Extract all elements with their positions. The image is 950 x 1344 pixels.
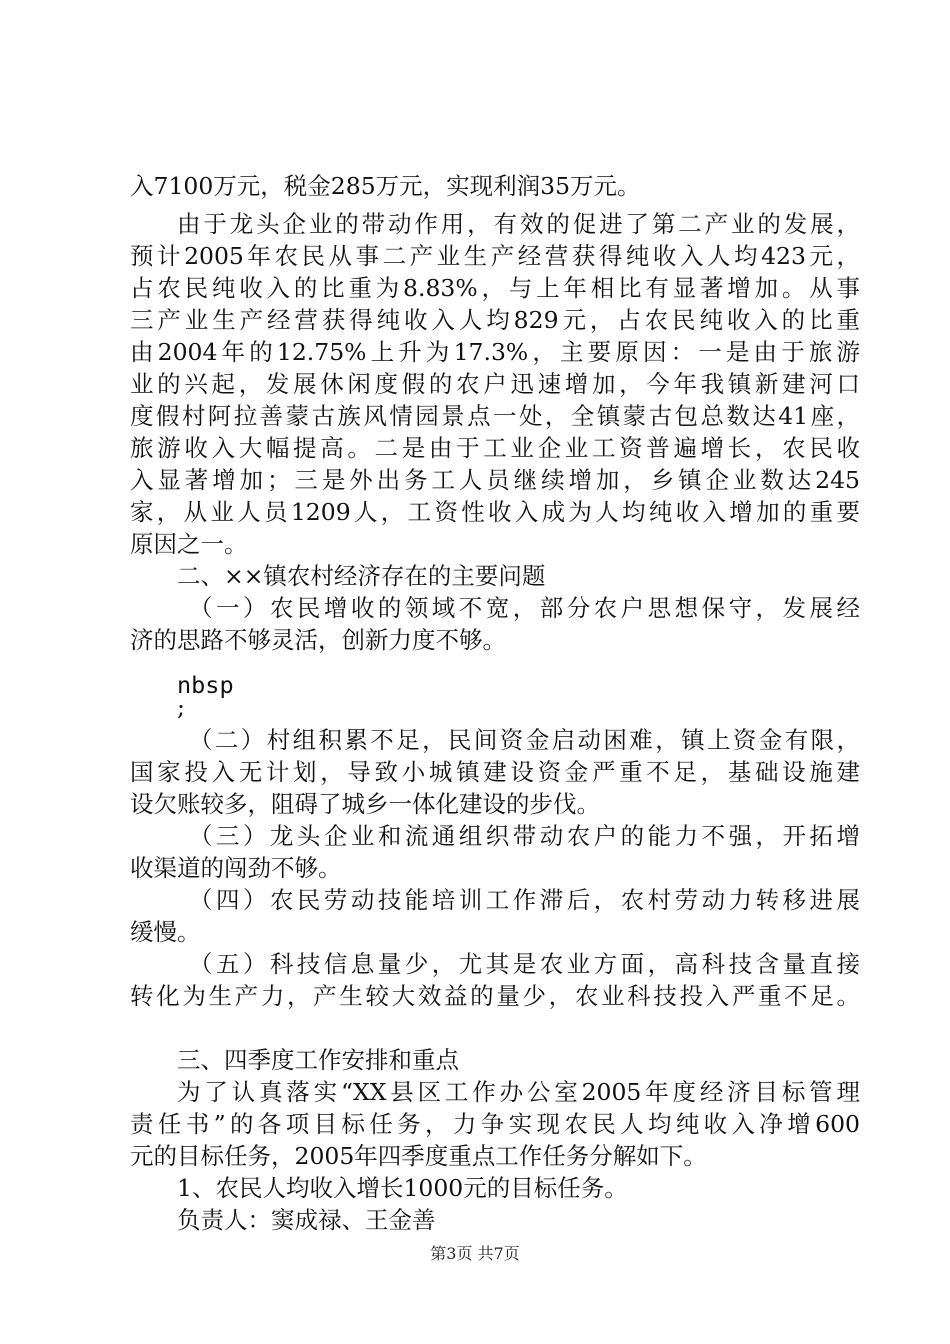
section-heading: 二、××镇农村经济存在的主要问题 [177,562,546,590]
text-line: 由2004年的12.75%上升为17.3%，主要原因：一是由于旅游 [130,338,860,366]
stray-text: ; [177,693,185,721]
text-line: 旅游收入大幅提高。二是由于工业企业工资普遍增长，农民收 [130,434,860,462]
text-line: （五）科技信息量少，尤其是农业方面，高科技含量直接 [189,950,860,978]
text-line: 入显著增加；三是外出务工人员继续增加，乡镇企业数达245 [130,466,860,494]
text-line: 元的目标任务，2005年四季度重点工作任务分解如下。 [130,1142,707,1170]
text-line: （三）龙头企业和流通组织带动农户的能力不强，开拓增 [189,822,860,850]
text-line: 为了认真落实“XX县区工作办公室2005年度经济目标管理 [177,1078,860,1106]
section-heading: 三、四季度工作安排和重点 [177,1046,459,1074]
text-line: 收渠道的闯劲不够。 [130,854,342,882]
text-line: 责任书”的各项目标任务，力争实现农民人均纯收入净增600 [130,1110,860,1138]
stray-text: nbsp [177,671,234,699]
text-line: 1、农民人均收入增长1000元的目标任务。 [177,1174,628,1202]
text-line: 入7100万元，税金285万元，实现利润35万元。 [130,172,641,200]
text-line: 负责人：窦成禄、王金善 [177,1206,436,1234]
text-line: 业的兴起，发展休闲度假的农户迅速增加，今年我镇新建河口 [130,370,860,398]
text-line: （四）农民劳动技能培训工作滞后，农村劳动力转移进展 [189,886,860,914]
text-line: 度假村阿拉善蒙古族风情园景点一处，全镇蒙古包总数达41座， [130,402,860,430]
text-line: 济的思路不够灵活，创新力度不够。 [130,626,506,654]
text-line: 三产业生产经营获得纯收入人均829元，占农民纯收入的比重 [130,306,860,334]
text-line: 占农民纯收入的比重为8.83%，与上年相比有显著增加。从事 [130,274,860,302]
text-line: （一）农民增收的领域不宽，部分农户思想保守，发展经 [189,594,860,622]
text-line: 原因之一。 [130,530,248,558]
text-line: 由于龙头企业的带动作用，有效的促进了第二产业的发展， [177,210,860,238]
text-line: 国家投入无计划，导致小城镇建设资金严重不足，基础设施建 [130,758,860,786]
text-line: （二）村组积累不足，民间资金启动困难，镇上资金有限， [189,726,860,754]
page-footer: 第3页 共7页 [430,1244,520,1263]
text-line: 设欠账较多，阻碍了城乡一体化建设的步伐。 [130,790,600,818]
text-line: 缓慢。 [130,918,201,946]
text-line: 转化为生产力，产生较大效益的量少，农业科技投入严重不足。 [130,982,860,1010]
text-line: 预计2005年农民从事二产业生产经营获得纯收入人均423元， [130,242,860,270]
text-line: 家，从业人员1209人，工资性收入成为人均纯收入增加的重要 [130,498,860,526]
